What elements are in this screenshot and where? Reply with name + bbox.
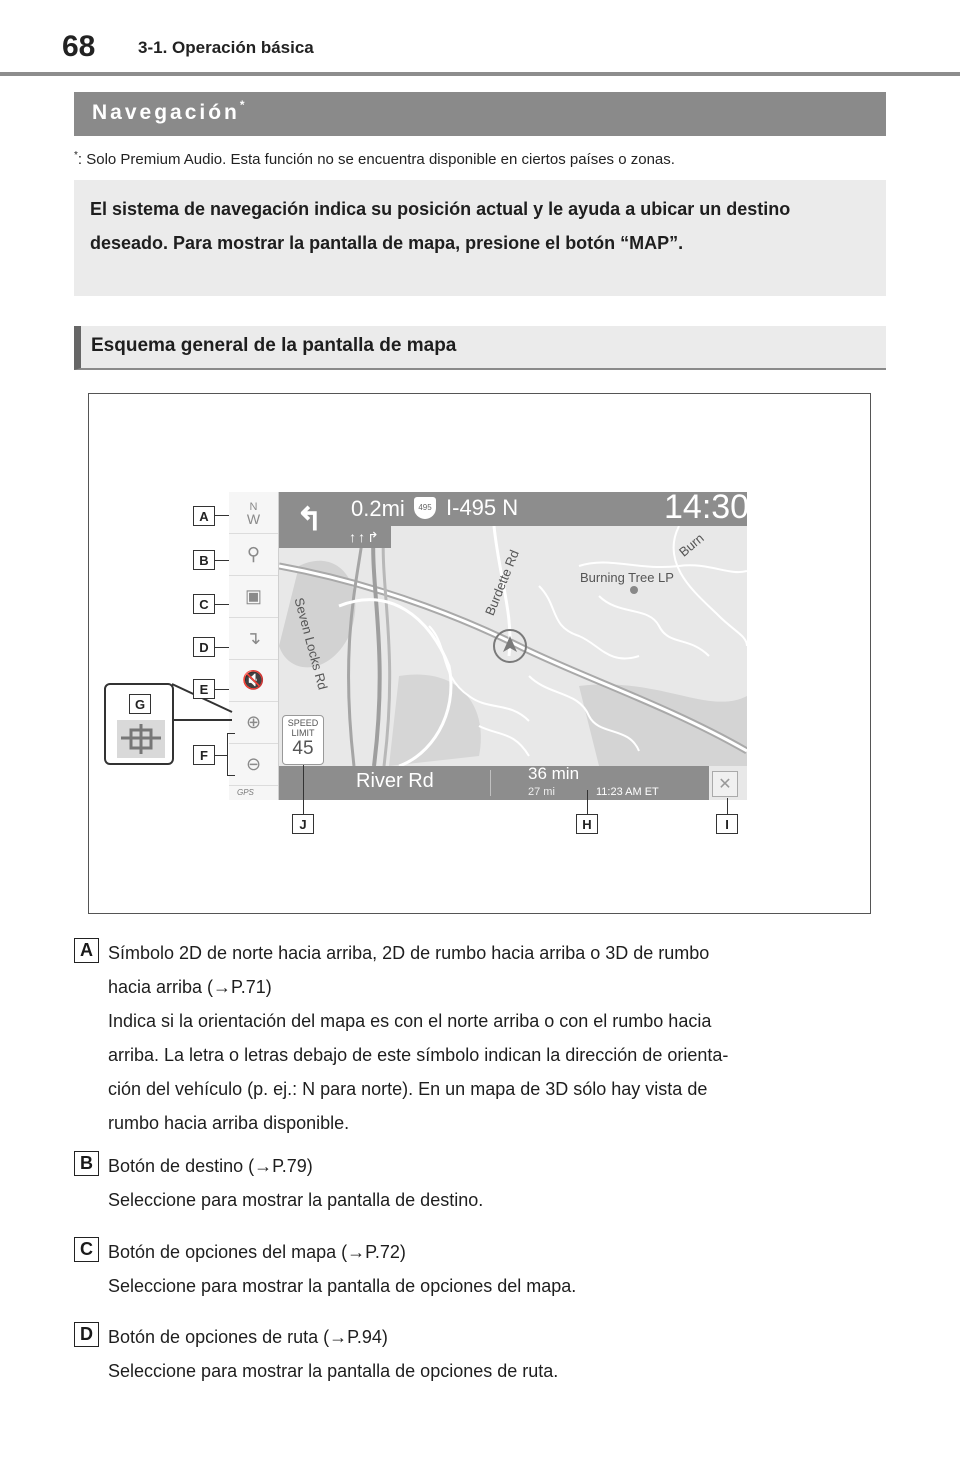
speed-limit-label: SPEED LIMIT xyxy=(287,718,319,738)
leader-j xyxy=(303,765,304,814)
callout-i: I xyxy=(716,814,738,834)
poi-label: Burning Tree LP xyxy=(580,570,674,585)
zoom-in-icon: ⊕ xyxy=(245,712,262,732)
speed-limit-sign xyxy=(282,715,324,765)
orientation-button[interactable] xyxy=(229,492,278,534)
intro-box xyxy=(74,180,886,296)
arrival-time: 11:23 AM ET xyxy=(596,786,659,798)
mute-guidance-button[interactable] xyxy=(229,660,278,702)
footnote-marker: * xyxy=(239,98,245,112)
zoom-out-icon: ⊖ xyxy=(245,754,262,774)
interstate-shield-icon: 495 xyxy=(414,497,436,519)
description-d xyxy=(74,1320,874,1390)
leader-c xyxy=(215,604,229,605)
section-title: 3-1. Operación básica xyxy=(138,38,314,57)
road-label-seven-locks: Seven Locks Rd xyxy=(291,596,331,692)
search-icon: ⚲ xyxy=(246,544,261,564)
description-text: Botón de opciones del mapa (→P.72) Seleccione para mostrar la pantalla de opciones del mapa. xyxy=(108,1242,577,1296)
description-b xyxy=(74,1149,874,1219)
zoom-in-button[interactable] xyxy=(229,702,278,744)
map-overview-banner xyxy=(74,326,886,370)
page-number: 68 xyxy=(62,30,96,63)
close-icon: ✕ xyxy=(718,776,732,793)
close-route-button[interactable] xyxy=(712,771,738,797)
footnote-text: : Solo Premium Audio. Esta función no se encuentra disponible en ciertos países o zonas. xyxy=(77,151,675,168)
leader-f-bracket xyxy=(227,733,228,775)
status-divider xyxy=(490,770,491,796)
navigation-banner xyxy=(74,92,886,136)
description-a xyxy=(74,936,874,1136)
description-text: Símbolo 2D de norte hacia arriba, 2D de rumbo hacia arriba o 3D de rumbo hacia arriba (→P.71) Indica si la orientación del mapa es con el norte arriba o con el rumbo hacia arriba. La letra o letras debajo de este símbolo indican la dirección de orienta- ción del vehículo (p. ej.: N para norte). En un mapa de 3D sólo hay vista de rumbo hacia arriba disponible. xyxy=(108,943,729,1133)
route-icon: ↴ xyxy=(245,628,262,648)
leader-f xyxy=(215,755,227,756)
footnote xyxy=(74,150,675,168)
current-street: River Rd xyxy=(356,770,434,792)
eta-distance: 27 mi xyxy=(528,786,555,798)
description-text: Botón de opciones de ruta (→P.94) Seleccione para mostrar la pantalla de opciones de ruta. xyxy=(108,1327,559,1381)
callout-b: B xyxy=(193,550,215,570)
callout-g: G xyxy=(129,694,151,714)
callout-e: E xyxy=(193,679,215,699)
leader-f-top xyxy=(227,733,235,734)
callout-f: F xyxy=(193,745,215,765)
destination-button[interactable] xyxy=(229,534,278,576)
leader-f-bottom xyxy=(227,775,235,776)
scale-icon xyxy=(117,720,165,758)
description-badge: A xyxy=(74,938,99,963)
mute-icon: 🔇 xyxy=(242,670,265,690)
footnote-marker: * xyxy=(74,150,78,161)
compass-icon: N xyxy=(249,500,258,513)
compass-letter: W xyxy=(246,510,261,527)
header-divider xyxy=(0,72,960,76)
zoom-out-button[interactable] xyxy=(229,744,278,786)
callout-h: H xyxy=(576,814,598,834)
route-options-button[interactable] xyxy=(229,618,278,660)
map-overview-title: Esquema general de la pantalla de mapa xyxy=(91,335,457,356)
map-options-icon: ▣ xyxy=(244,586,262,606)
leader-d xyxy=(215,647,229,648)
road-label-burdette: Burdette Rd xyxy=(482,547,522,618)
gps-label: GPS xyxy=(237,788,254,797)
map-options-button[interactable] xyxy=(229,576,278,618)
distance-to-turn: 0.2mi xyxy=(351,496,405,521)
next-road-name: I-495 N xyxy=(446,495,519,520)
description-badge: B xyxy=(74,1151,99,1176)
callout-j: J xyxy=(292,814,314,834)
description-badge: C xyxy=(74,1237,99,1262)
callout-a: A xyxy=(193,506,215,526)
road-label-burn: Burn xyxy=(676,530,707,560)
leader-b xyxy=(215,560,229,561)
speed-limit-value: 45 xyxy=(292,738,314,759)
leader-i xyxy=(727,798,728,814)
description-badge: D xyxy=(74,1322,99,1347)
leader-e xyxy=(215,689,229,690)
navigation-title: Navegación* xyxy=(92,98,245,124)
eta-time: 36 min xyxy=(528,764,580,783)
lane-guidance: ↑↑↱ xyxy=(339,526,391,548)
leader-a xyxy=(215,515,229,516)
turn-arrow-icon: ↰ xyxy=(296,501,323,537)
description-text: Botón de destino (→P.79) Seleccione para mostrar la pantalla de destino. xyxy=(108,1156,484,1210)
clock: 14:30 xyxy=(664,488,750,526)
description-c xyxy=(74,1235,874,1305)
callout-c: C xyxy=(193,594,215,614)
leader-h xyxy=(587,790,588,814)
intro-text: El sistema de navegación indica su posición actual y le ayuda a ubicar un destino deseado. Para mostrar la pantalla de mapa, presione el botón “MAP”. xyxy=(90,199,791,253)
callout-d: D xyxy=(193,637,215,657)
map-side-bar xyxy=(229,492,279,800)
